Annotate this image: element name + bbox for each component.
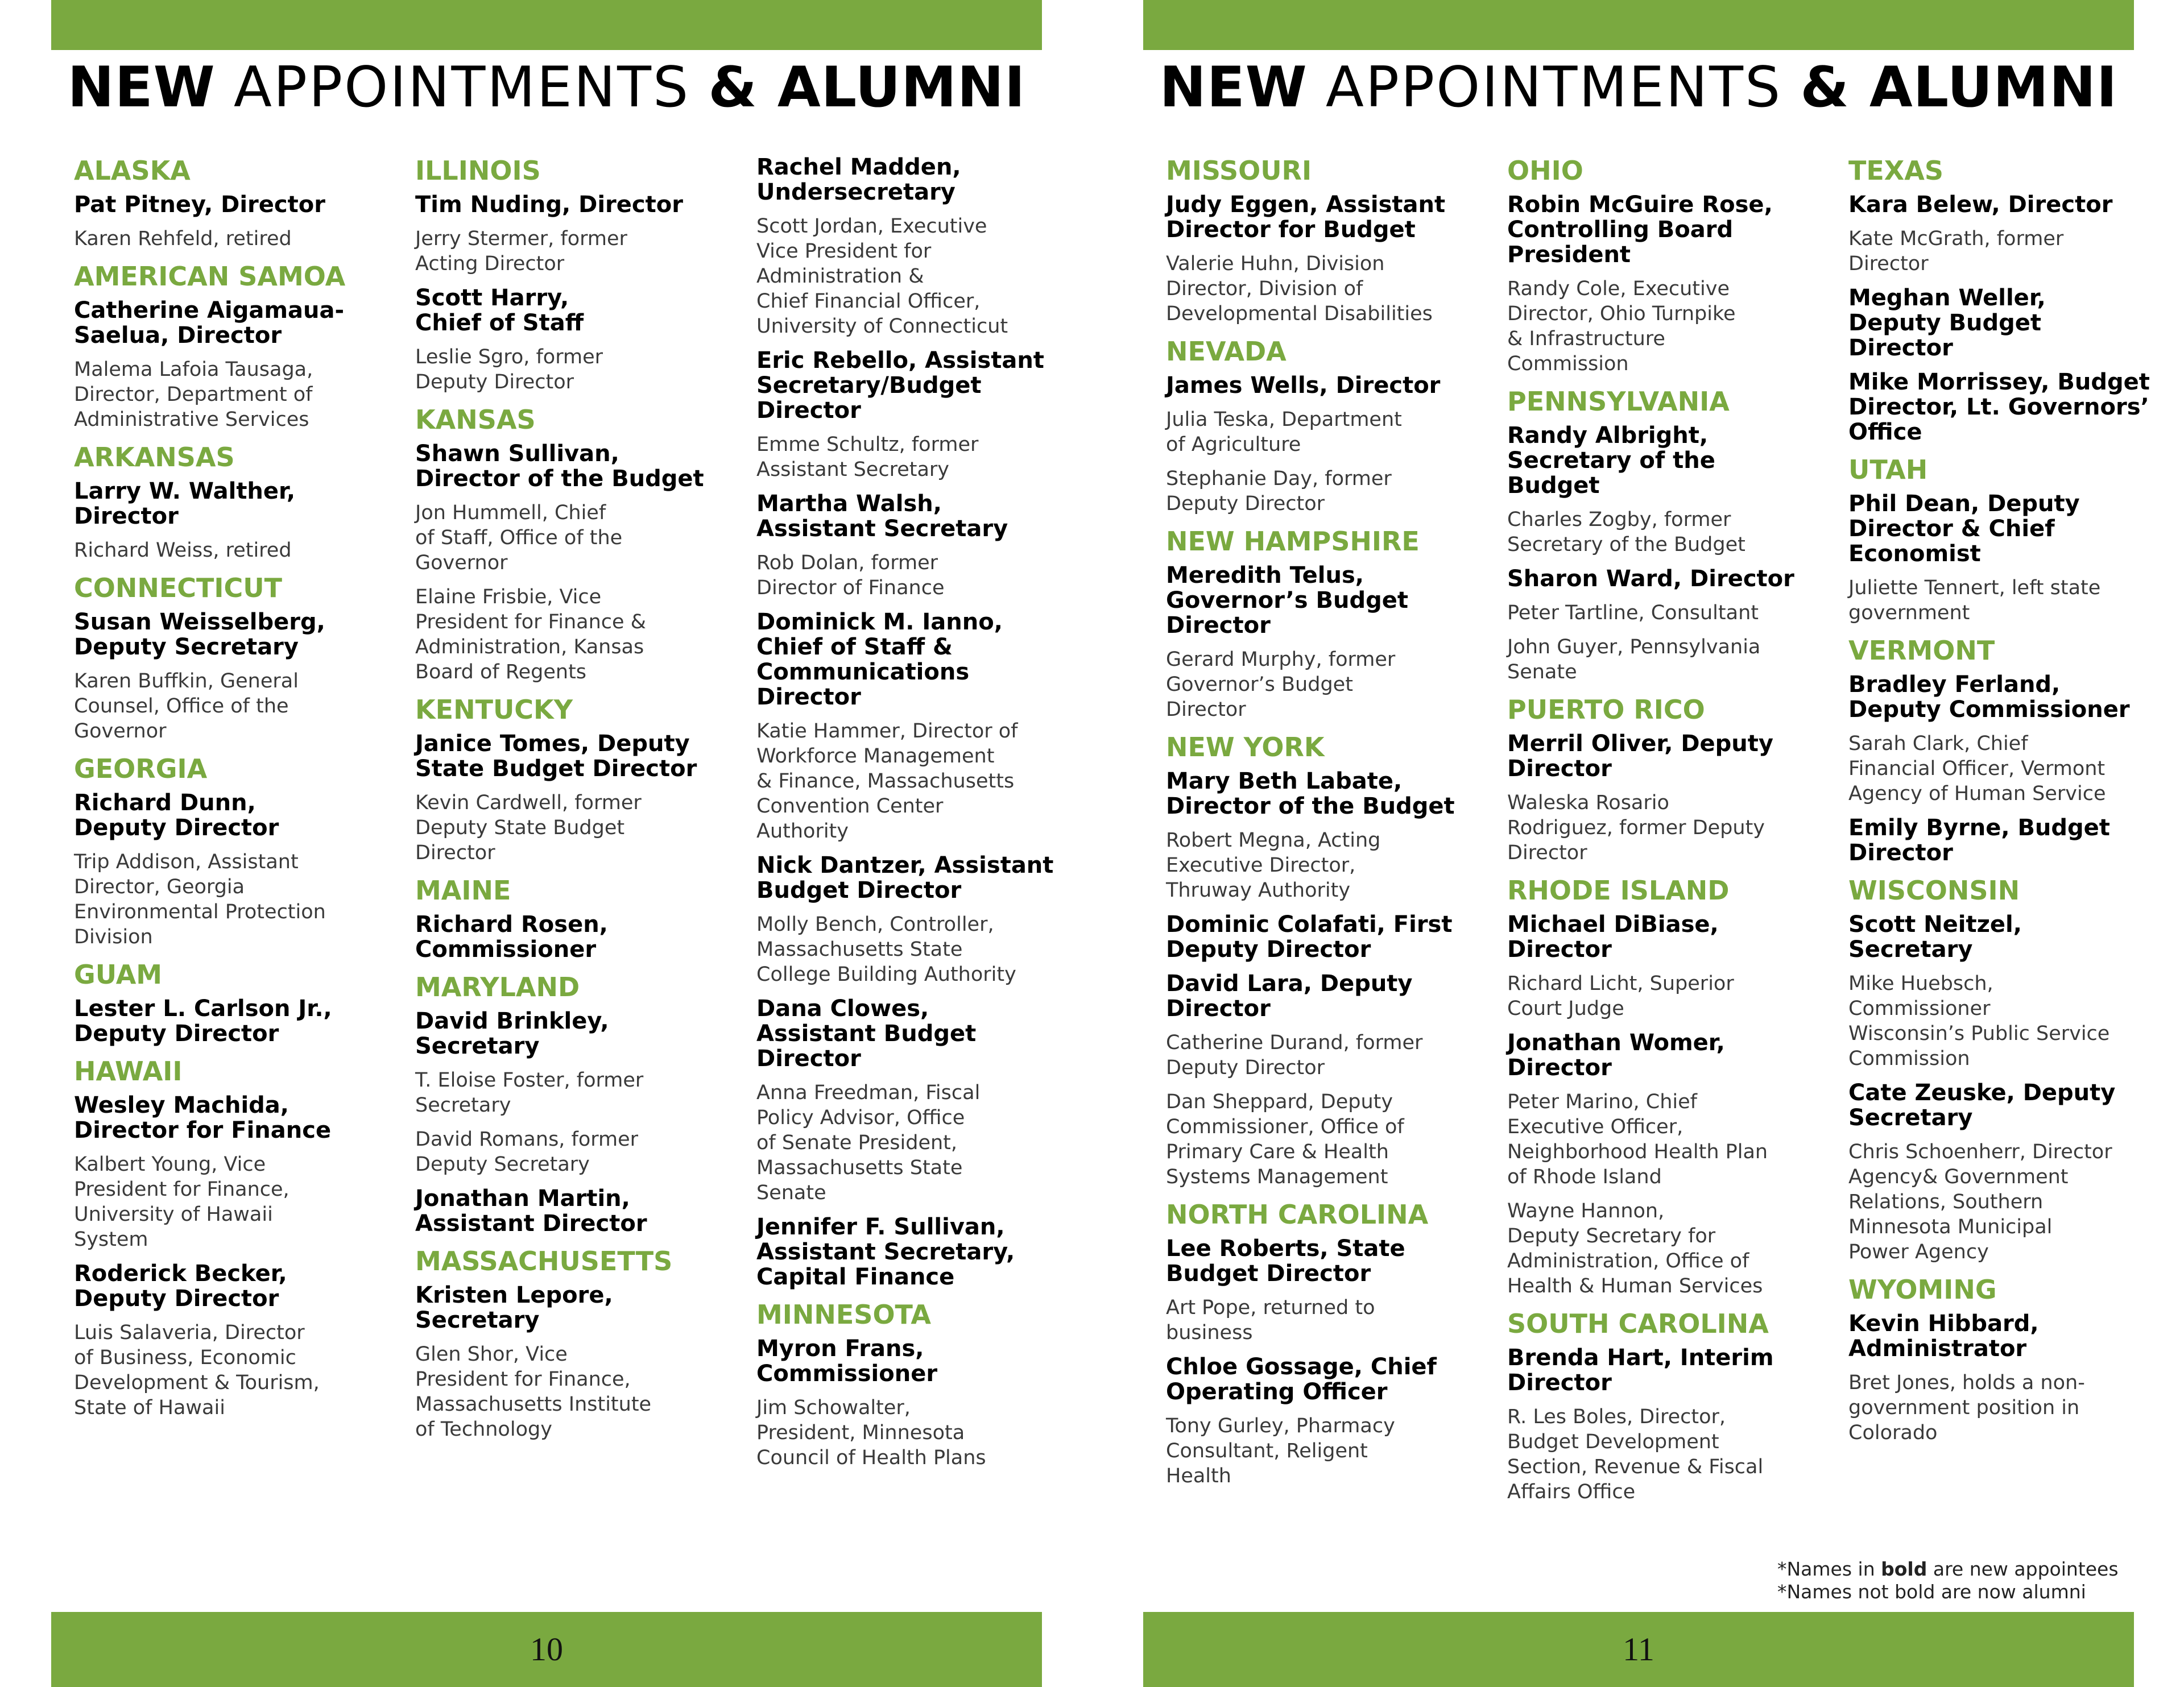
new-appointee: James Wells, Director — [1166, 372, 1441, 399]
new-appointee: Wesley Machida, Director for Finance — [74, 1092, 332, 1143]
page-title — [51, 56, 1042, 119]
new-appointee: Michael DiBiase, Director — [1507, 911, 1719, 963]
new-appointee: Scott Harry, Chief of Staff — [415, 285, 584, 336]
state-heading: GEORGIA — [74, 753, 208, 784]
new-appointee: Judy Eggen, Assistant Director for Budget — [1166, 192, 1446, 243]
page-number: 11 — [1623, 1631, 1654, 1668]
alumni-entry: Anna Freedman, Fiscal Policy Advisor, Office of Senate President, Massachusetts State Senate — [756, 1081, 981, 1204]
alumni-entry: Karen Buffkin, General Counsel, Office of the Governor — [74, 670, 299, 743]
new-appointee: Dominick M. Ianno, Chief of Staff & Communications Director — [756, 609, 1003, 710]
new-appointee: Phil Dean, Deputy Director & Chief Economist — [1848, 491, 2080, 567]
new-appointee: Cate Zeuske, Deputy Secretary — [1848, 1080, 2116, 1131]
alumni-entry: Art Pope, returned to business — [1166, 1296, 1375, 1344]
column-2 — [415, 155, 734, 1451]
alumni-entry: Malema Lafoia Tausaga, Director, Department of Administrative Services — [74, 358, 313, 431]
state-heading: AMERICAN SAMOA — [74, 261, 346, 292]
new-appointee: Shawn Sullivan, Director of the Budget — [415, 441, 704, 492]
new-appointee: Roderick Becker, Deputy Director — [74, 1261, 287, 1312]
state-heading: NEVADA — [1166, 336, 1287, 367]
alumni-entry: Waleska Rosario Rodriguez, former Deputy Director — [1507, 791, 1765, 864]
state-heading: ILLINOIS — [415, 155, 541, 186]
top-accent-bar — [51, 0, 1042, 50]
title-alumni: & ALUMNI — [708, 55, 1026, 120]
alumni-entry: Kevin Cardwell, former Deputy State Budget Director — [415, 791, 642, 864]
footnote-bold-word: bold — [1881, 1558, 1927, 1580]
new-appointee: Eric Rebello, Assistant Secretary/Budget Director — [756, 347, 1044, 424]
state-heading: HAWAII — [74, 1056, 183, 1087]
new-appointee: David Lara, Deputy Director — [1166, 971, 1413, 1022]
new-appointee: Dana Clowes, Assistant Budget Director — [756, 996, 977, 1072]
alumni-entry: Charles Zogby, former Secretary of the Budget — [1507, 508, 1745, 556]
new-appointee: David Brinkley, Secretary — [415, 1008, 609, 1059]
new-appointee: Merril Oliver, Deputy Director — [1507, 731, 1773, 782]
state-heading: CONNECTICUT — [74, 573, 283, 603]
state-heading: SOUTH CAROLINA — [1507, 1308, 1769, 1339]
page-number: 10 — [530, 1631, 563, 1668]
alumni-entry: Leslie Sgro, former Deputy Director — [415, 346, 603, 393]
alumni-entry: Jerry Stermer, former Acting Director — [415, 227, 627, 275]
column-4 — [1166, 155, 1484, 1498]
state-heading: KENTUCKY — [415, 694, 573, 725]
new-appointee: Mary Beth Labate, Director of the Budget — [1166, 768, 1455, 819]
new-appointee: Chloe Gossage, Chief Operating Officer — [1166, 1354, 1437, 1405]
alumni-entry: Peter Marino, Chief Executive Officer, Neighborhood Health Plan of Rhode Island — [1507, 1091, 1768, 1188]
title-new: NEW — [1159, 55, 1308, 120]
state-heading: ARKANSAS — [74, 442, 235, 472]
new-appointee: Tim Nuding, Director — [415, 192, 683, 218]
alumni-entry: Peter Tartline, Consultant — [1507, 602, 1759, 624]
alumni-entry: Karen Rehfeld, retired — [74, 227, 292, 250]
title-new: NEW — [67, 55, 216, 120]
state-heading: MISSOURI — [1166, 155, 1312, 186]
alumni-entry: Scott Jordan, Executive Vice President for Administration & Chief Financial Officer, University of Connecticut — [756, 215, 1008, 338]
alumni-entry: Dan Sheppard, Deputy Commissioner, Office of Primary Care & Health Systems Management — [1166, 1091, 1404, 1188]
column-6 — [1848, 155, 2167, 1454]
alumni-entry: Katie Hammer, Director of Workforce Management & Finance, Massachusetts Convention Center Authority — [756, 720, 1018, 843]
alumni-entry: Julia Teska, Department of Agriculture — [1166, 408, 1402, 456]
new-appointee: Lester L. Carlson Jr., Deputy Director — [74, 996, 332, 1047]
alumni-entry: Gerard Murphy, former Governor’s Budget Director — [1166, 648, 1396, 721]
new-appointee: Scott Neitzel, Secretary — [1848, 911, 2022, 963]
alumni-entry: Chris Schoenherr, Director Agency& Government Relations, Southern Minnesota Municipal Power Agency — [1848, 1141, 2112, 1263]
title-appointments: APPOINTMENTS — [1325, 55, 1782, 120]
new-appointee: Kevin Hibbard, Administrator — [1848, 1311, 2039, 1362]
column-1 — [74, 155, 392, 1429]
alumni-entry: Luis Salaveria, Director of Business, Economic Development & Tourism, State of Hawaii — [74, 1321, 320, 1419]
new-appointee: Susan Weisselberg, Deputy Secretary — [74, 609, 325, 660]
new-appointee: Jonathan Womer, Director — [1507, 1030, 1725, 1081]
alumni-entry: Molly Bench, Controller, Massachusetts State College Building Authority — [756, 913, 1016, 986]
state-heading: ALASKA — [74, 155, 191, 186]
new-appointee: Catherine Aigamaua- Saelua, Director — [74, 297, 345, 349]
footnote-prefix: *Names in — [1777, 1558, 1881, 1580]
alumni-entry: Elaine Frisbie, Vice President for Finance & Administration, Kansas Board of Regents — [415, 586, 646, 683]
page-title — [1143, 56, 2134, 119]
alumni-entry: Valerie Huhn, Division Director, Division of Developmental Disabilities — [1166, 252, 1433, 325]
new-appointee: Bradley Ferland, Deputy Commissioner — [1848, 672, 2130, 723]
new-appointee: Martha Walsh, Assistant Secretary — [756, 491, 1008, 542]
footnote-line-2: *Names not bold are now alumni — [1777, 1581, 2086, 1603]
alumni-entry: R. Les Boles, Director, Budget Development Section, Revenue & Fiscal Affairs Office — [1507, 1406, 1764, 1503]
alumni-entry: David Romans, former Deputy Secretary — [415, 1128, 639, 1176]
new-appointee: Larry W. Walther, Director — [74, 478, 296, 529]
state-heading: MAINE — [415, 875, 511, 906]
state-heading: PUERTO RICO — [1507, 694, 1705, 725]
bottom-accent-bar — [1143, 1612, 2134, 1687]
state-heading: MINNESOTA — [756, 1299, 931, 1330]
new-appointee: Jennifer F. Sullivan, Assistant Secretary, Capital Finance — [756, 1214, 1015, 1290]
alumni-entry: Richard Weiss, retired — [74, 539, 292, 562]
state-heading: GUAM — [74, 959, 163, 990]
alumni-entry: Rob Dolan, former Director of Finance — [756, 552, 945, 599]
new-appointee: Randy Albright, Secretary of the Budget — [1507, 422, 1715, 499]
new-appointee: Janice Tomes, Deputy State Budget Director — [415, 731, 697, 782]
bottom-accent-bar — [51, 1612, 1042, 1687]
new-appointee: Meghan Weller, Deputy Budget Director — [1848, 285, 2046, 361]
column-5 — [1507, 155, 1826, 1514]
new-appointee: Jonathan Martin, Assistant Director — [415, 1186, 647, 1237]
alumni-entry: T. Eloise Foster, former Secretary — [415, 1069, 644, 1117]
alumni-entry: Kate McGrath, former Director — [1848, 227, 2064, 275]
state-heading: MARYLAND — [415, 972, 580, 1002]
title-appointments: APPOINTMENTS — [233, 55, 690, 120]
state-heading: NEW YORK — [1166, 732, 1325, 762]
state-heading: RHODE ISLAND — [1507, 875, 1730, 906]
state-heading: NEW HAMPSHIRE — [1166, 526, 1420, 557]
alumni-entry: Kalbert Young, Vice President for Finance, University of Hawaii System — [74, 1153, 289, 1251]
alumni-entry: Glen Shor, Vice President for Finance, Massachusetts Institute of Technology — [415, 1343, 652, 1441]
state-heading: OHIO — [1507, 155, 1583, 186]
footnote — [1777, 1558, 2175, 1603]
alumni-entry: Emme Schultz, former Assistant Secretary — [756, 433, 979, 481]
new-appointee: Dominic Colafati, First Deputy Director — [1166, 911, 1453, 963]
alumni-entry: Randy Cole, Executive Director, Ohio Turnpike & Infrastructure Commission — [1507, 277, 1736, 375]
alumni-entry: Mike Huebsch, Commissioner Wisconsin’s Public Service Commission — [1848, 972, 2110, 1070]
alumni-entry: Richard Licht, Superior Court Judge — [1507, 972, 1734, 1020]
new-appointee: Myron Frans, Commissioner — [756, 1336, 938, 1387]
state-heading: KANSAS — [415, 404, 536, 435]
alumni-entry: Tony Gurley, Pharmacy Consultant, Religent Health — [1166, 1415, 1395, 1487]
alumni-entry: Juliette Tennert, left state government — [1848, 577, 2101, 624]
state-heading: PENNSYLVANIA — [1507, 386, 1730, 417]
alumni-entry: Catherine Durand, former Deputy Director — [1166, 1031, 1423, 1079]
alumni-entry: Sarah Clark, Chief Financial Officer, Vermont Agency of Human Service — [1848, 732, 2106, 805]
state-heading: WYOMING — [1848, 1274, 1997, 1305]
alumni-entry: Robert Megna, Acting Executive Director, Thruway Authority — [1166, 829, 1381, 902]
new-appointee: Rachel Madden, Undersecretary — [756, 154, 961, 205]
alumni-entry: John Guyer, Pennsylvania Senate — [1507, 636, 1761, 683]
state-heading: UTAH — [1848, 454, 1928, 485]
state-heading: MASSACHUSETTS — [415, 1246, 673, 1276]
new-appointee: Robin McGuire Rose, Controlling Board President — [1507, 192, 1773, 268]
title-alumni: & ALUMNI — [1800, 55, 2118, 120]
state-heading: VERMONT — [1848, 635, 1995, 666]
alumni-entry: Jon Hummell, Chief of Staff, Office of the Governor — [415, 501, 623, 574]
alumni-entry: Trip Addison, Assistant Director, Georgia Environmental Protection Division — [74, 851, 326, 948]
alumni-entry: Bret Jones, holds a non- government position in Colorado — [1848, 1371, 2085, 1444]
new-appointee: Meredith Telus, Governor’s Budget Director — [1166, 562, 1409, 639]
footnote-suffix: are new appointees — [1927, 1558, 2119, 1580]
alumni-entry: Wayne Hannon, Deputy Secretary for Administration, Office of Health & Human Services — [1507, 1200, 1763, 1298]
new-appointee: Kara Belew, Director — [1848, 192, 2113, 218]
new-appointee: Richard Dunn, Deputy Director — [74, 790, 279, 841]
new-appointee: Richard Rosen, Commissioner — [415, 911, 608, 963]
alumni-entry: Stephanie Day, former Deputy Director — [1166, 467, 1392, 515]
new-appointee: Mike Morrissey, Budget Director, Lt. Governors’ Office — [1848, 369, 2150, 445]
alumni-entry: Jim Schowalter, President, Minnesota Council of Health Plans — [756, 1396, 986, 1469]
new-appointee: Lee Roberts, State Budget Director — [1166, 1236, 1405, 1287]
new-appointee: Kristen Lepore, Secretary — [415, 1282, 613, 1333]
column-3 — [756, 155, 1075, 1479]
new-appointee: Nick Dantzer, Assistant Budget Director — [756, 852, 1054, 903]
new-appointee: Brenda Hart, Interim Director — [1507, 1345, 1774, 1396]
new-appointee: Pat Pitney, Director — [74, 192, 325, 218]
new-appointee: Sharon Ward, Director — [1507, 566, 1794, 592]
new-appointee: Emily Byrne, Budget Director — [1848, 815, 2110, 866]
state-heading: TEXAS — [1848, 155, 1943, 186]
state-heading: NORTH CAROLINA — [1166, 1199, 1429, 1230]
footnote-line-1 — [1777, 1558, 2175, 1581]
state-heading: WISCONSIN — [1848, 875, 2020, 906]
top-accent-bar — [1143, 0, 2134, 50]
